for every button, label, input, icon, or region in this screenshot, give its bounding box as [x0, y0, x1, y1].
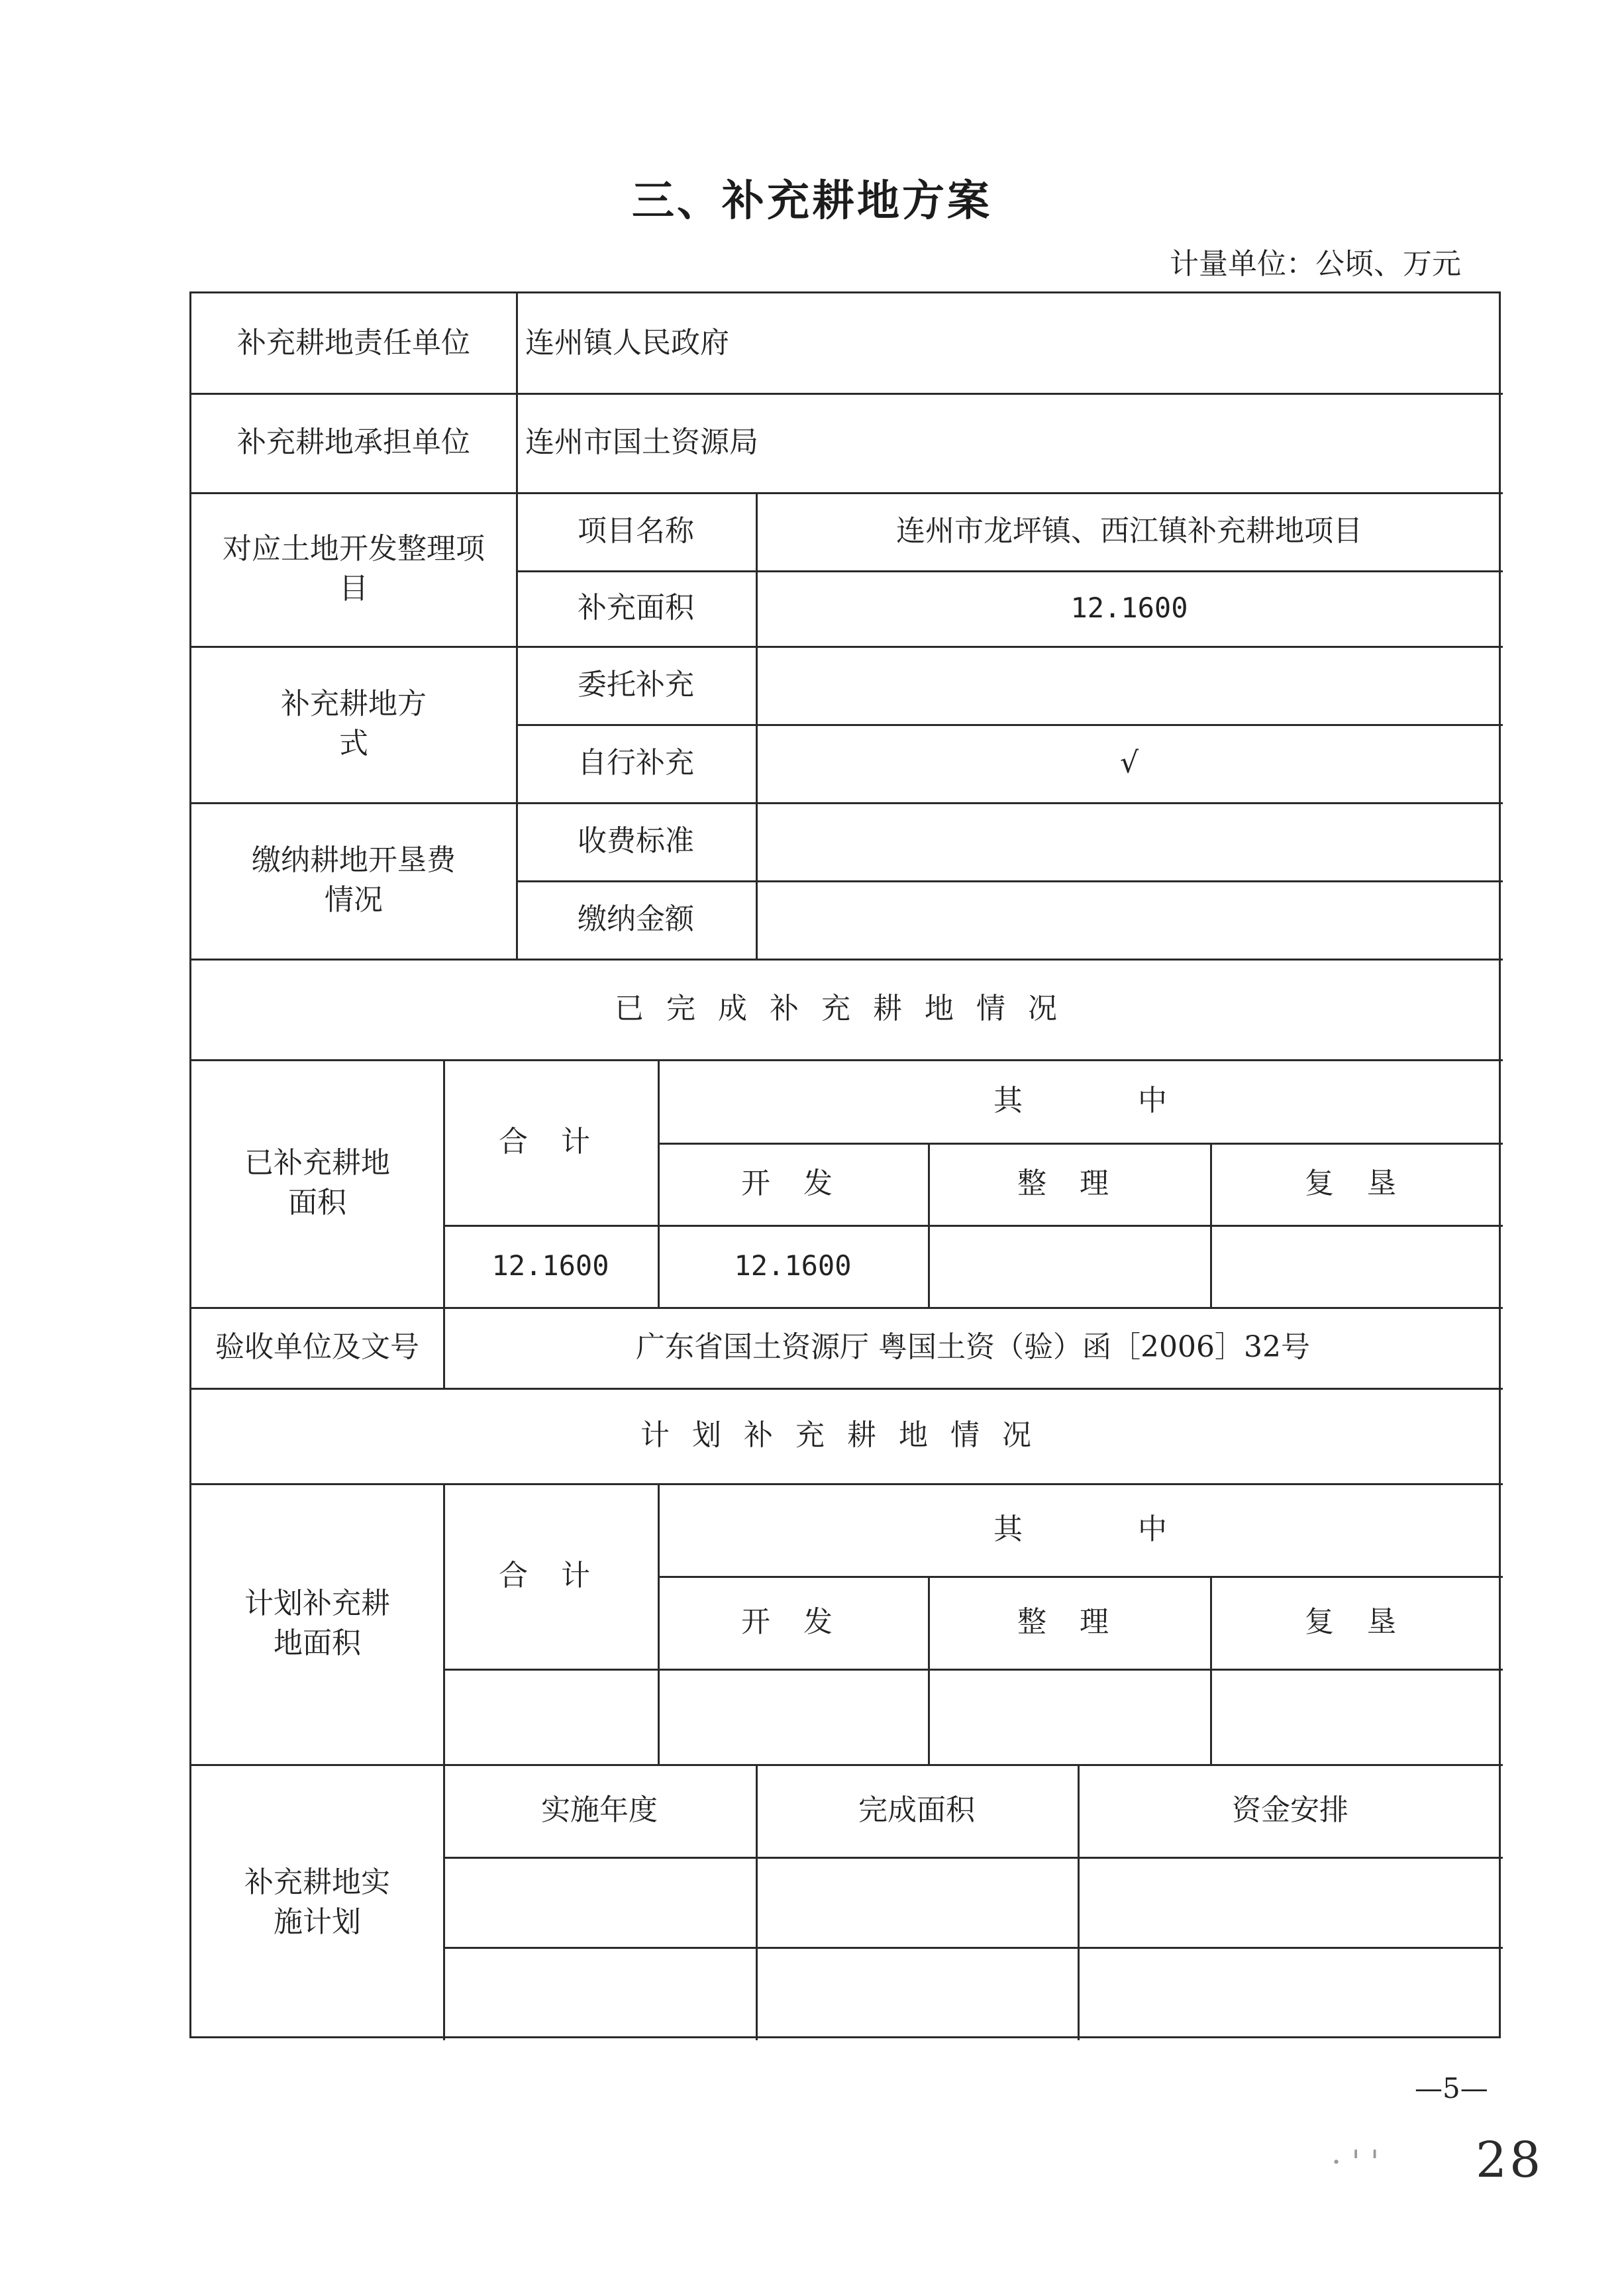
- project-area-label: 补充面积: [578, 591, 694, 625]
- planned-total-label: 合 计: [499, 1559, 602, 1592]
- planned-area-label: 计划补充耕地面积: [244, 1587, 390, 1660]
- completed-among-label: 其 中: [993, 1084, 1167, 1118]
- planned-among-label: 其 中: [993, 1512, 1167, 1546]
- fee-amount-label: 缴纳金额: [578, 902, 694, 936]
- entrust-label: 委托补充: [578, 668, 694, 702]
- fee-label: 缴纳耕地开垦费情况: [252, 843, 456, 917]
- self-supplement-checkmark: √: [1119, 746, 1139, 780]
- implementation-fund-value: [1078, 1947, 1503, 2040]
- planned-reclaim-value: [1210, 1669, 1503, 1764]
- responsible-unit-value: 连州镇人民政府: [525, 326, 729, 360]
- planned-consolidate-label: 整 理: [1017, 1605, 1121, 1639]
- completed-section-title: 已完成补充耕地情况: [615, 992, 1080, 1025]
- page-title: 三、补充耕地方案: [632, 177, 992, 226]
- completed-consolidate-value: [928, 1225, 1210, 1307]
- completed-reclaim-value: [1210, 1225, 1503, 1307]
- entrust-value: [756, 646, 1503, 724]
- completed-total-value: 12.1600: [491, 1249, 609, 1282]
- supplement-plan-table: [189, 291, 1501, 2038]
- project-name-value: 连州市龙坪镇、西江镇补充耕地项目: [896, 514, 1362, 548]
- fee-standard-label: 收费标准: [578, 824, 694, 858]
- planned-develop-value: [658, 1669, 928, 1764]
- self-supplement-label: 自行补充: [578, 746, 694, 780]
- acceptance-label: 验收单位及文号: [215, 1330, 419, 1364]
- planned-section-title: 计划补充耕地情况: [640, 1418, 1054, 1452]
- implementation-area-value: [756, 1857, 1078, 1947]
- stamp-number: 28: [1476, 2132, 1544, 2189]
- fee-amount-value: [756, 880, 1503, 959]
- implementation-year-value: [443, 1947, 756, 2040]
- unit-note: 计量单位：公顷、万元: [1170, 247, 1461, 281]
- completed-total-label: 合 计: [499, 1125, 602, 1159]
- completed-develop-value: 12.1600: [734, 1249, 852, 1282]
- completed-area-label: 已补充耕地面积: [244, 1146, 390, 1220]
- undertaking-unit-label: 补充耕地承担单位: [237, 425, 470, 459]
- fee-standard-value: [756, 802, 1503, 880]
- project-area-value: 12.1600: [1070, 592, 1188, 624]
- project-name-label: 项目名称: [578, 514, 694, 548]
- planned-consolidate-value: [928, 1669, 1210, 1764]
- acceptance-value: 广东省国土资源厅 粤国土资（验）函［2006］32号: [636, 1330, 1310, 1364]
- completed-develop-label: 开 发: [741, 1167, 844, 1200]
- planned-total-value: [443, 1669, 658, 1764]
- method-label: 补充耕地方式: [281, 687, 427, 760]
- page-number: —5—: [1415, 2072, 1488, 2105]
- implementation-area-value: [756, 1947, 1078, 2040]
- implementation-fund-label: 资金安排: [1232, 1793, 1348, 1827]
- implementation-label: 补充耕地实施计划: [244, 1865, 390, 1939]
- implementation-year-label: 实施年度: [541, 1793, 658, 1827]
- responsible-unit-label: 补充耕地责任单位: [237, 326, 470, 360]
- completed-consolidate-label: 整 理: [1017, 1167, 1121, 1200]
- completed-reclaim-label: 复 垦: [1305, 1167, 1408, 1200]
- implementation-fund-value: [1078, 1857, 1503, 1947]
- undertaking-unit-value: 连州市国土资源局: [525, 425, 758, 459]
- planned-reclaim-label: 复 垦: [1305, 1605, 1408, 1639]
- stamp-noise: · ' ': [1331, 2144, 1380, 2181]
- implementation-year-value: [443, 1857, 756, 1947]
- planned-develop-label: 开 发: [741, 1605, 844, 1639]
- implementation-area-label: 完成面积: [858, 1793, 975, 1827]
- project-label: 对应土地开发整理项目: [223, 532, 485, 605]
